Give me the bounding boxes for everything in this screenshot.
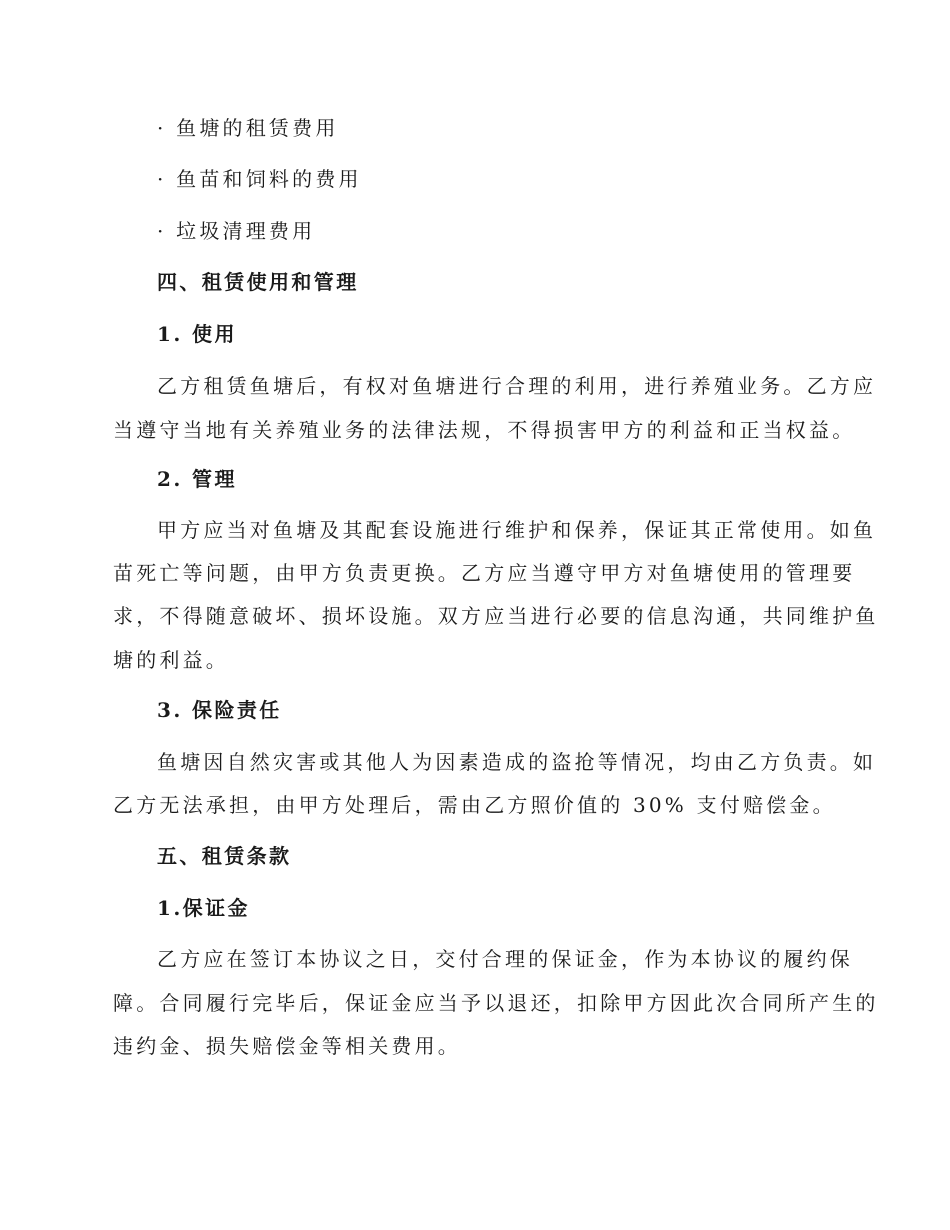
- paragraph-line: 违约金、损失赔偿金等相关费用。: [113, 1034, 461, 1058]
- paragraph-line: 求，不得随意破坏、损坏设施。双方应当进行必要的信息沟通，共同维护鱼: [113, 604, 879, 628]
- paragraph-line: 塘的利益。: [113, 648, 229, 672]
- section-heading-lease-terms: 五、租赁条款: [157, 844, 292, 868]
- paragraph-line: 当遵守当地有关养殖业务的法律法规，不得损害甲方的利益和正当权益。: [113, 418, 856, 442]
- paragraph-line: 苗死亡等问题，由甲方负责更换。乙方应当遵守甲方对鱼塘使用的管理要: [113, 561, 856, 585]
- subsection-heading-usage: 1. 使用: [157, 322, 237, 346]
- subsection-heading-insurance: 3. 保险责任: [157, 698, 282, 722]
- paragraph-line: 鱼塘因自然灾害或其他人为因素造成的盗抢等情况，均由乙方负责。如: [157, 750, 877, 774]
- section-heading-usage-management: 四、租赁使用和管理: [157, 270, 359, 294]
- bullet-item-rent-fee: · 鱼塘的租赁费用: [157, 116, 339, 140]
- paragraph-line: 乙方无法承担，由甲方处理后，需由乙方照价值的 30% 支付赔偿金。: [113, 793, 836, 817]
- paragraph-line: 乙方应在签订本协议之日，交付合理的保证金，作为本协议的履约保: [157, 947, 853, 971]
- paragraph-line: 障。合同履行完毕后，保证金应当予以退还，扣除甲方因此次合同所产生的: [113, 991, 879, 1015]
- bullet-item-fry-feed-fee: · 鱼苗和饲料的费用: [157, 167, 362, 191]
- subsection-heading-management: 2. 管理: [157, 467, 237, 491]
- paragraph-line: 甲方应当对鱼塘及其配套设施进行维护和保养，保证其正常使用。如鱼: [157, 518, 877, 542]
- bullet-item-cleanup-fee: · 垃圾清理费用: [157, 219, 316, 243]
- subsection-heading-deposit: 1.保证金: [157, 896, 250, 920]
- paragraph-line: 乙方租赁鱼塘后，有权对鱼塘进行合理的利用，进行养殖业务。乙方应: [157, 374, 877, 398]
